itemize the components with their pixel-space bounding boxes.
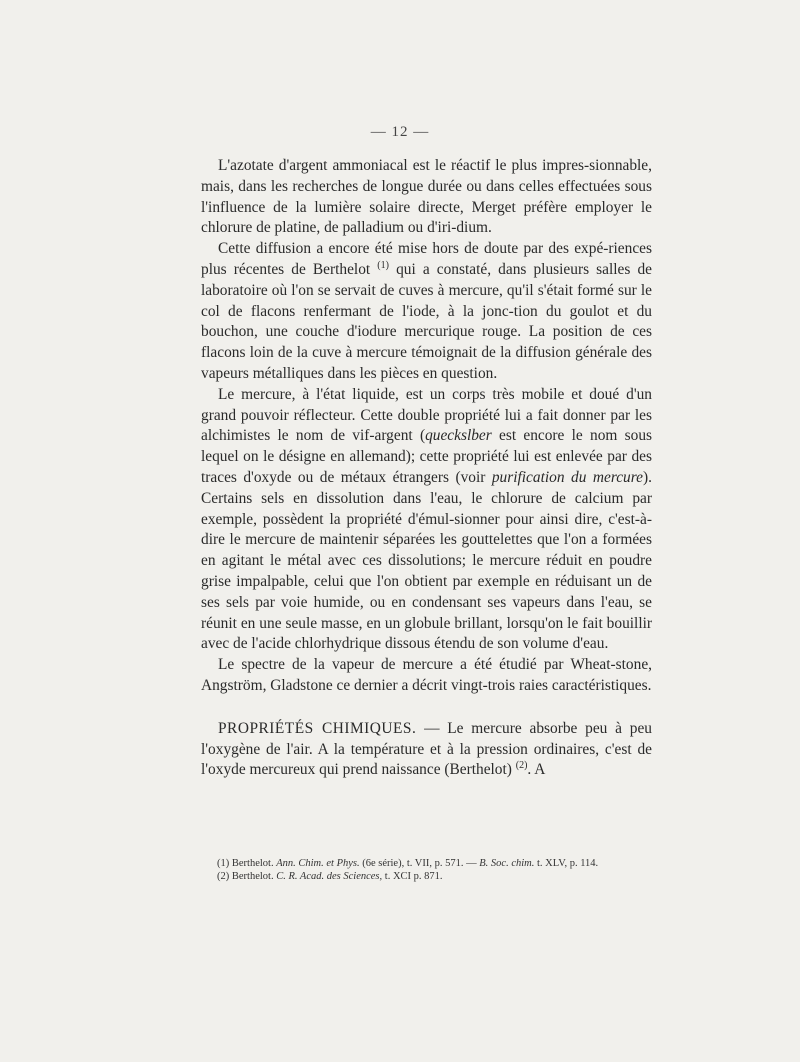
text-run: (6e série), t. VII, p. 571. — <box>359 858 480 869</box>
paragraph <box>201 156 652 239</box>
italic-text: purification du mercure <box>491 468 644 486</box>
text-run: t. XCI p. 871. <box>382 871 443 882</box>
text-run: Le mercure, à l'état liquide, est un corps très mobile et doué d'un grand pouvoir réflecteur. Cette double propriété lui a fait donner par les alchimistes le nom de vif-argent ( <box>201 385 652 445</box>
text-run: — Le mercure absorbe peu à peu l'oxygène de l'air. A la température et à la pression ordinaires, c'est de l'oxyde mercureux qui prend naissance (Berthelot) <box>201 719 652 779</box>
paragraph <box>201 655 652 697</box>
text-run: (2) Berthelot. <box>217 871 277 882</box>
text-run: (1) Berthelot. <box>217 858 277 869</box>
footnote <box>201 857 652 870</box>
text-run: ). Certains sels en dissolution dans l'eau, le chlorure de calcium par exemple, possèdent la propriété d'émul-sionner pour ainsi dire, c'est-à-dire le mercure de maintenir séparées les gouttelettes que l'on a formées en agitant le métal avec ces dissolutions; le mercure réduit en poudre grise impalpable, celui que l'on obtient par exemple en réduisant un de ses sels par voie humide, ou en condensant ses vapeurs dans l'eau, se réunit en une seule masse, en un globule brillant, lorsqu'on le fait bouillir avec de l'acide chlorhydrique dissous étendu de son volume d'eau. <box>201 468 652 653</box>
italic-text: B. Soc. chim. <box>479 858 535 869</box>
body-text <box>201 156 652 797</box>
section-title: PROPRIÉTÉS CHIMIQUES. <box>218 719 417 737</box>
footnote-ref: (1) <box>377 259 389 271</box>
text-run: t. XLV, p. 114. <box>534 858 599 869</box>
footnote <box>201 870 652 883</box>
italic-text: C. R. Acad. des Sciences, <box>276 871 383 882</box>
italic-text: Ann. Chim. et Phys. <box>276 858 360 869</box>
footnote-ref: (2) <box>515 760 528 772</box>
text-run: qui a constaté, dans plusieurs salles de laboratoire où l'on se servait de cuves à mercure, qu'il s'était formé sur le col de flacons renfermant de l'iode, à la jonc-tion du goulot et du bouchon, une couche d'iodure mercurique rouge. La position de ces flacons loin de la cuve à mercure témoignait de la diffusion générale des vapeurs métalliques dans les pièces en question. <box>201 260 652 382</box>
paragraph <box>201 239 652 385</box>
text-run: est encore le nom sous lequel on le désigne en allemand); cette propriété lui est enlevée par des traces d'oxyde ou de métaux étrangers (voir <box>201 427 653 486</box>
footnotes <box>201 857 652 883</box>
page-number: — 12 — <box>370 124 430 140</box>
text-run: L'azotate d'argent ammoniacal est le réactif le plus impres-sionnable, mais, dans les recherches de longue durée ou dans celles effectuées sous l'influence de la lumière solaire directe, Merget préfère employer le chlorure de platine, de palladium ou d'iri-dium. <box>201 157 652 237</box>
section-paragraph <box>201 719 652 781</box>
text-run: . A <box>527 761 546 779</box>
text-run: Cette diffusion a encore été mise hors de doute par des expé-riences plus récentes de Berthelot <box>201 240 652 278</box>
italic-text: queckslber <box>425 427 492 445</box>
paragraph <box>201 385 652 655</box>
text-run: Le spectre de la vapeur de mercure a été étudié par Wheat-stone, Angström, Gladstone ce dernier a décrit vingt-trois raies caractéristiques. <box>201 656 652 694</box>
